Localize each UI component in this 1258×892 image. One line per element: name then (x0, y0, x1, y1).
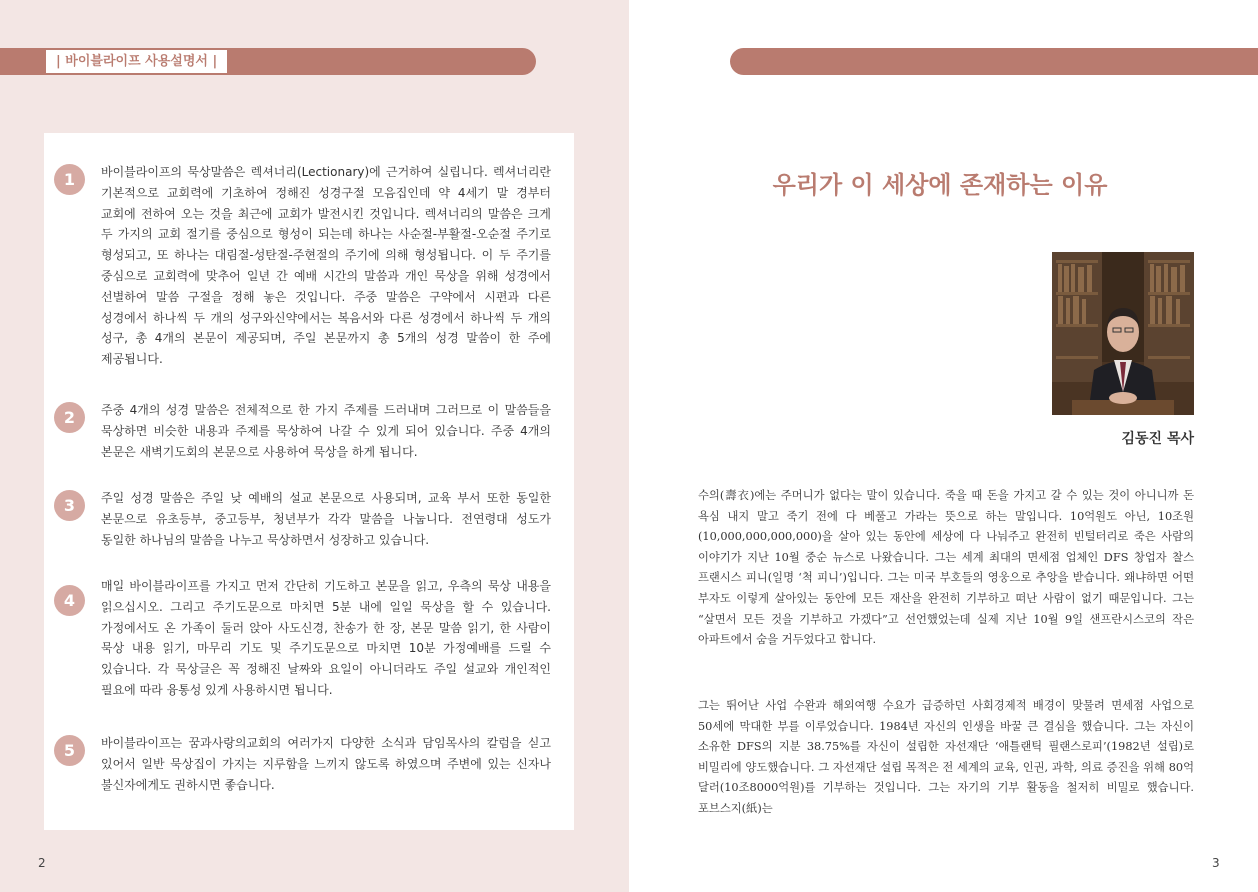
article-paragraph-2: 그는 뛰어난 사업 수완과 해외여행 수요가 급증하던 사회경제적 배경이 맞물려 면세점 사업으로 50세에 막대한 부를 이루었습니다. 1984년 자신의 인생을 바꿀 큰 결심을 했습니다. 그는 자신이 소유한 DFS의 지분 38.75%를 자신이 설립한 자선재단 ‘애틀랜틱 필랜스로피’(1982년 설립)로 비밀리에 양도했습니다. 그 자선재단 설립 목적은 전 세계의 교육, 인권, 과학, 의료 증진을 위해 80억 달러(10조8000억원)를 기부하는 것입니다. 그는 자기의 기부 활동을 철저히 비밀로 했습니다. 포브스지(紙)는 (698, 699, 1194, 815)
guide-item-text: 주중 4개의 성경 말씀은 전체적으로 한 가지 주제를 드러내며 그러므로 이 말씀들을 묵상하면 비슷한 내용과 주제를 묵상하여 나갈 수 있게 되어 있습니다. 주중 4개의 본문은 새벽기도회의 본문으로 사용하여 묵상을 하게 됩니다. (101, 403, 551, 459)
header-bar-right (730, 48, 1258, 75)
article-title: 우리가 이 세상에 존재하는 이유 (772, 171, 1108, 199)
section-header-label: | 바이블라이프 사용설명서 | (46, 50, 227, 73)
guide-item-text: 주일 성경 말씀은 주일 낮 예배의 설교 본문으로 사용되며, 교육 부서 또한 동일한 본문으로 유초등부, 중고등부, 청년부가 각각 말씀을 나눕니다. 전연령대 성도가 동일한 하나님의 말씀을 나누고 묵상하면서 성장하고 있습니다. (101, 491, 551, 547)
number-badge: 1 (54, 164, 85, 195)
pastor-portrait-illustration (1052, 252, 1194, 415)
guide-item-text: 매일 바이블라이프를 가지고 먼저 간단히 기도하고 본문을 읽고, 우측의 묵상 내용을 읽으십시오. 그리고 주기도문으로 마치면 5분 내에 일일 묵상을 할 수 있습니다. 가정에서도 온 가족이 둘러 앉아 사도신경, 찬송가 한 장, 본문 말씀 읽기, 한 사람이 묵상 내용 읽기, 마무리 기도 및 주기도문으로 마치면 10분 가정예배를 드릴 수 있습니다. 각 묵상글은 꼭 정해진 날짜와 요일이 아니더라도 주일 설교와 개인적인 필요에 따라 융통성 있게 사용하시면 됩니다. (101, 579, 551, 697)
guide-card (44, 133, 574, 830)
number-badge: 2 (54, 402, 85, 433)
guide-item-text: 바이블라이프는 꿈과사랑의교회의 여러가지 다양한 소식과 담임목사의 칼럼을 싣고 있어서 일반 묵상집이 가지는 지루함을 느끼지 않도록 하였으며 주변에 있는 신자나 불신자에게도 권하시면 좋습니다. (101, 736, 551, 792)
page-number-left: 2 (38, 856, 46, 870)
number-badge: 3 (54, 490, 85, 521)
article-paragraph-1: 수의(壽衣)에는 주머니가 없다는 말이 있습니다. 죽을 때 돈을 가지고 갈 수 있는 것이 아니니까 돈 욕심 내지 말고 죽기 전에 다 베풀고 가라는 뜻으로 하는 말입니다. 10억원도 아닌, 10조원(10,000,000,000,000)을 살아 있는 동안에 세상에 다 나눠주고 완전히 빈털터리로 죽은 사람의 이야기가 지난 10월 중순 뉴스로 나왔습니다. 그는 세계 최대의 면세점 업체인 DFS 창업자 찰스 프랜시스 피니(일명 ‘척 피니’)입니다. 그는 미국 부호들의 영웅으로 추앙을 받습니다. 왜냐하면 어떤 부자도 이렇게 살아있는 동안에 모든 재산을 완전히 기부하고 떠난 사람이 없기 때문입니다. 그는 “살면서 모든 것을 기부하고 가겠다”고 선언했었는데 실제 지난 10월 9일 샌프란시스코의 작은 아파트에서 숨을 거두었다고 합니다. (698, 489, 1194, 647)
page-number-right: 3 (1212, 856, 1220, 870)
number-badge: 4 (54, 585, 85, 616)
photo-caption: 김동진 목사 (1121, 431, 1194, 447)
number-badge: 5 (54, 735, 85, 766)
guide-item-text: 바이블라이프의 묵상말씀은 렉셔너리(Lectionary)에 근거하여 실립니다. 렉셔너리란 기본적으로 교회력에 기초하여 정해진 성경구절 모음집인데 약 4세기 말 경부터 교회에 전하여 오는 것을 최근에 교회가 발전시킨 것입니다. 렉셔너리의 말씀은 크게 두 가지의 교회 절기를 중심으로 형성이 되는데 하나는 사순절-부활절-오순절 주기로 형성되고, 또 하나는 대림절-성탄절-주현절의 주기에 의해 형성됩니다. 이 두 주기를 중심으로 교회력에 맞추어 일년 간 예배 시간의 말씀과 개인 묵상을 위해 성경에서 선별하여 말씀 구절을 정해 놓은 것입니다. 주중 말씀은 구약에서 시편과 다른 성경에서 하나씩 두 개의 성구와신약에서는 복음서와 다른 성경에서 하나씩 두 개의 성구, 총 4개의 본문이 제공되며, 주일 본문까지 총 5개의 성경 말씀이 한 주에 제공됩니다. (101, 165, 551, 367)
pastor-photo (1052, 252, 1194, 415)
